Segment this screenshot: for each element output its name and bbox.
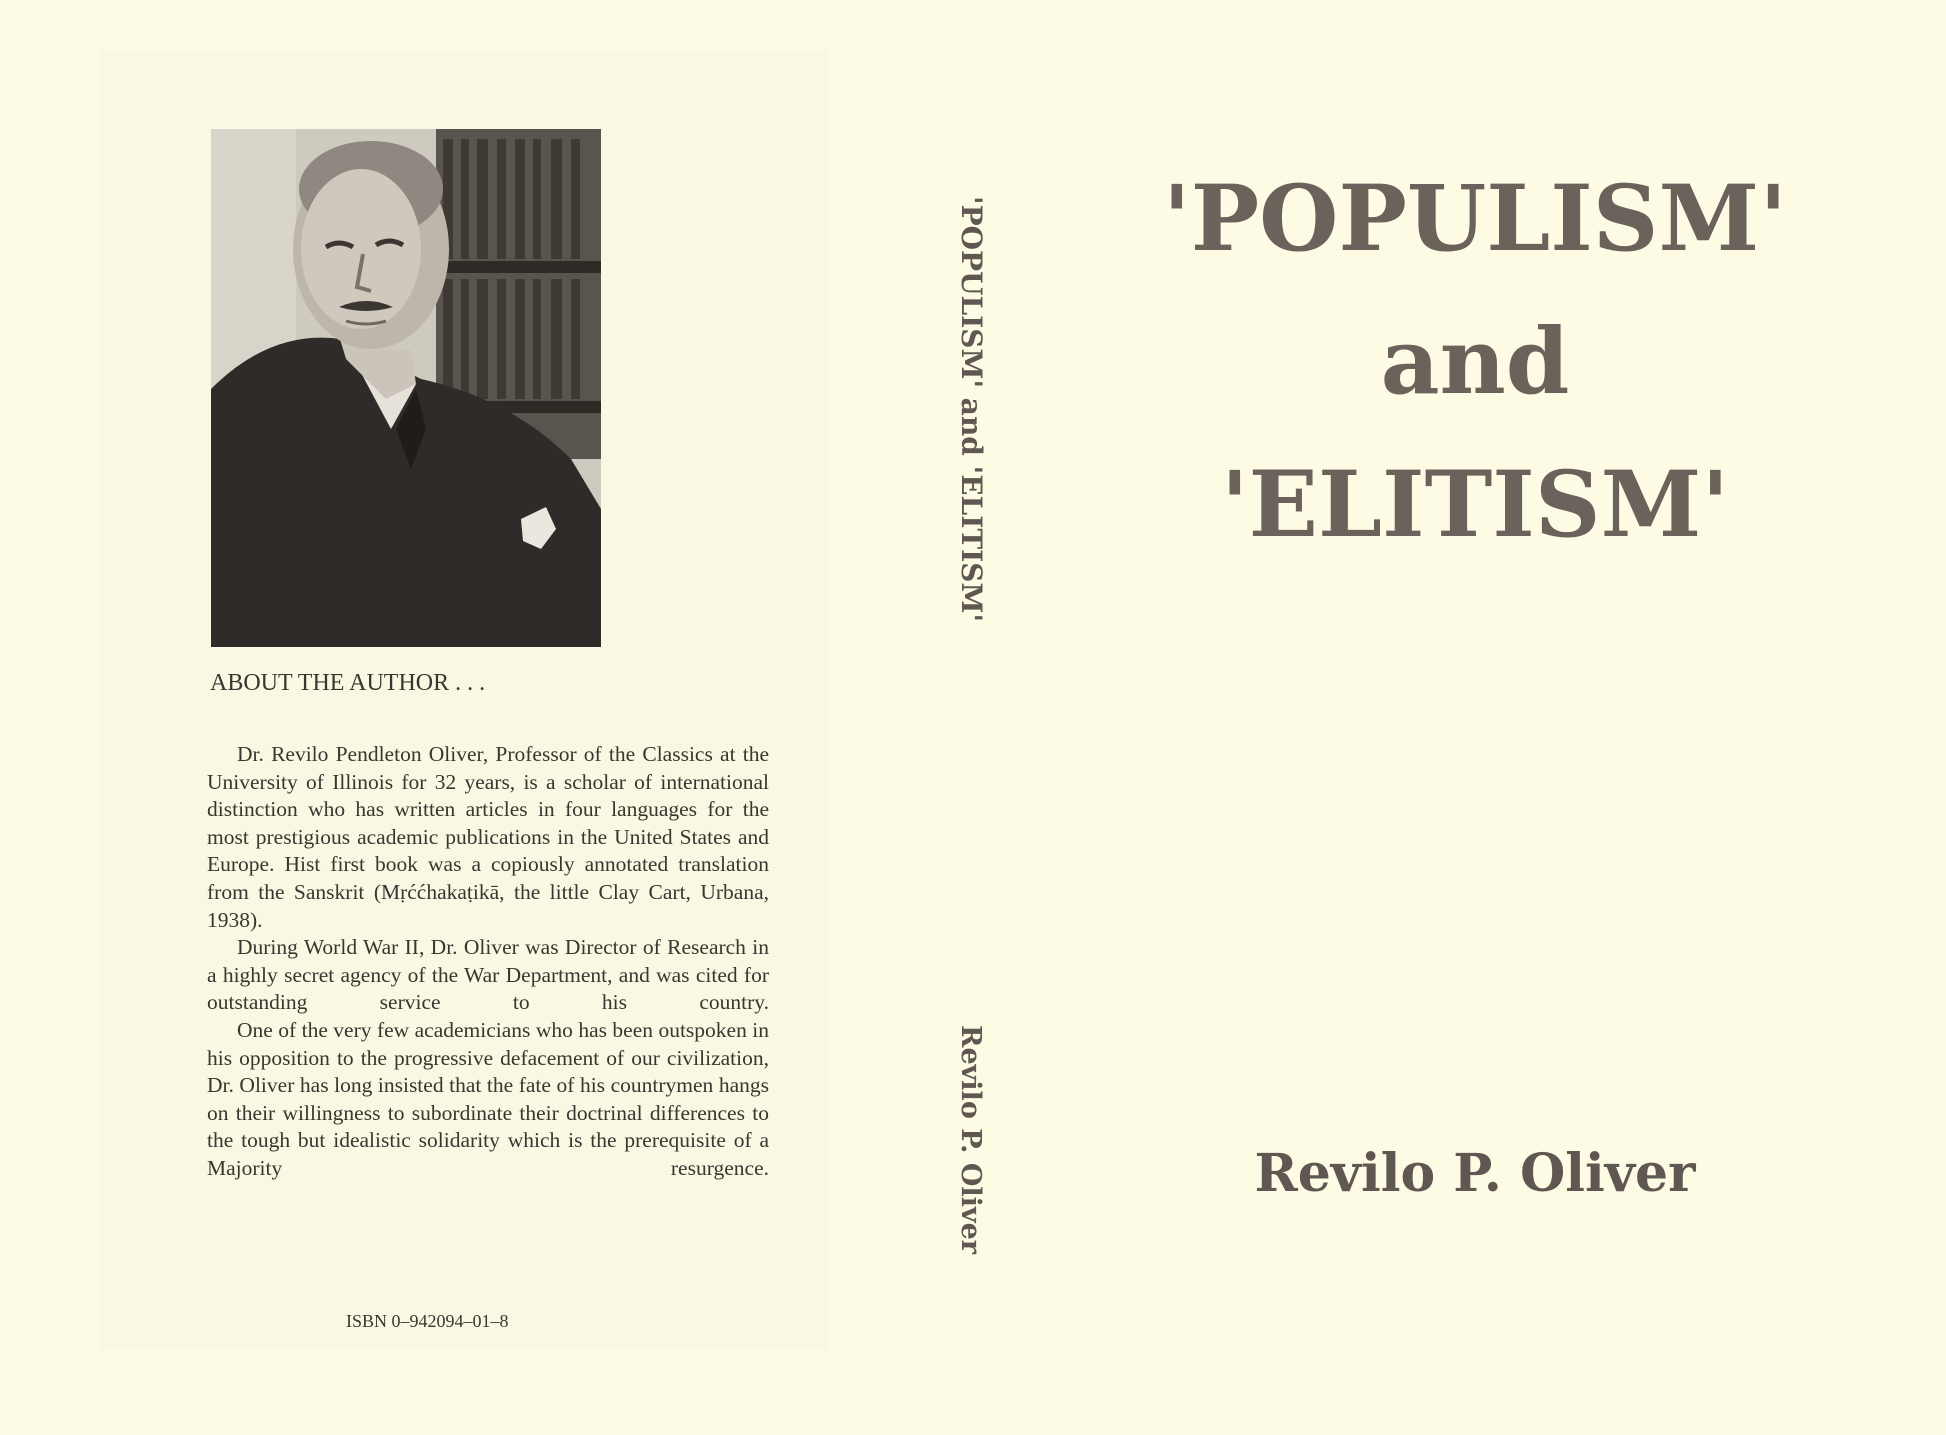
front-cover-title <box>1115 148 1835 577</box>
about-author-heading: ABOUT THE AUTHOR . . . <box>210 670 486 696</box>
bio-paragraph-1: Dr. Revilo Pendleton Oliver, Professor of the Classics at the University of Illinois for 32 years, is a scholar of international distinction who has written articles in four languages for the most prestigious academic publications in the United States and Europe. Hist first book was a copiously annotated translation from the Sanskrit (Mṛććhakaṭikā, the little Clay Cart, Urbana, 1938). <box>207 742 769 932</box>
title-line-and: and <box>1380 309 1570 415</box>
isbn-number: ISBN 0–942094–01–8 <box>346 1311 509 1331</box>
title-line-populism: 'POPULISM' <box>1162 166 1788 272</box>
title-line-elitism: 'ELITISM' <box>1220 452 1730 558</box>
author-portrait-image <box>211 129 601 647</box>
front-cover-author: Revilo P. Oliver <box>1254 1143 1696 1204</box>
bio-paragraph-2: During World War II, Dr. Oliver was Director of Research in a highly secret agency of the War Department, and was cited for outstanding service to his country. <box>207 935 769 1015</box>
author-bio <box>207 741 769 1183</box>
author-photo <box>211 129 601 647</box>
spine-title: 'POPULISM' and 'ELITISM' <box>955 196 988 623</box>
bio-paragraph-3: One of the very few academicians who has been outspoken in his opposition to the progressive defacement of our civilization, Dr. Oliver has long insisted that the fate of his countrymen hangs on their willingness to subordinate their doctrinal differences to the tough but idealistic solidarity which is the prerequisite of a Majority resurgence. <box>207 1017 769 1180</box>
spine-author: Revilo P. Oliver <box>955 1025 986 1254</box>
